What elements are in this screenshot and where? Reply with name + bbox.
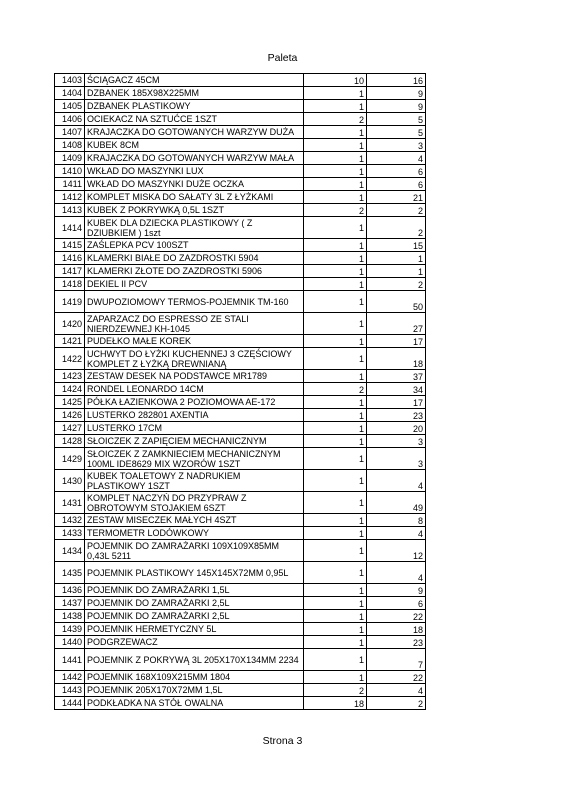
table-row <box>55 383 426 396</box>
item-number: 1437 <box>55 597 85 610</box>
item-value: 23 <box>367 636 426 649</box>
item-quantity: 1 <box>304 370 367 383</box>
item-quantity: 2 <box>304 383 367 396</box>
table-row <box>55 126 426 139</box>
item-name: POJEMNIK Z POKRYWĄ 3L 205X170X134MM 2234 <box>85 649 304 671</box>
item-quantity: 1 <box>304 649 367 671</box>
table-row <box>55 697 426 710</box>
table-row <box>55 252 426 265</box>
item-name: DZBANEK PLASTIKOWY <box>85 100 304 113</box>
item-name: KUBEK Z POKRYWKĄ 0,5L 1SZT <box>85 204 304 217</box>
item-name: LUSTERKO 17CM <box>85 422 304 435</box>
item-value: 9 <box>367 87 426 100</box>
item-name: LUSTERKO 282801 AXENTIA <box>85 409 304 422</box>
item-quantity: 1 <box>304 335 367 348</box>
item-number: 1435 <box>55 562 85 584</box>
item-name: POJEMNIK DO ZAMRAŻARKI 1,5L <box>85 584 304 597</box>
item-value: 37 <box>367 370 426 383</box>
item-name: POJEMNIK 168X109X215MM 1804 <box>85 671 304 684</box>
item-name: POJEMNIK PLASTIKOWY 145X145X72MM 0,95L <box>85 562 304 584</box>
table-row <box>55 191 426 204</box>
item-number: 1441 <box>55 649 85 671</box>
item-quantity: 1 <box>304 178 367 191</box>
item-quantity: 1 <box>304 562 367 584</box>
item-number: 1423 <box>55 370 85 383</box>
table-row <box>55 178 426 191</box>
item-name: KOMPLET NACZYŃ DO PRZYPRAW Z OBROTOWYM STOJAKIEM 6SZT <box>85 492 304 514</box>
table-row <box>55 684 426 697</box>
item-quantity: 2 <box>304 204 367 217</box>
item-number: 1440 <box>55 636 85 649</box>
item-number: 1417 <box>55 265 85 278</box>
table-row <box>55 152 426 165</box>
item-value: 4 <box>367 152 426 165</box>
item-name: KRAJACZKA DO GOTOWANYCH WARZYW MAŁA <box>85 152 304 165</box>
item-quantity: 1 <box>304 492 367 514</box>
item-value: 3 <box>367 139 426 152</box>
table-row <box>55 74 426 87</box>
item-quantity: 1 <box>304 396 367 409</box>
item-quantity: 1 <box>304 87 367 100</box>
item-quantity: 1 <box>304 514 367 527</box>
item-number: 1411 <box>55 178 85 191</box>
item-name: POJEMNIK HERMETYCZNY 5L <box>85 623 304 636</box>
table-row <box>55 435 426 448</box>
item-value: 17 <box>367 335 426 348</box>
item-number: 1439 <box>55 623 85 636</box>
item-value: 3 <box>367 435 426 448</box>
item-value: 2 <box>367 204 426 217</box>
item-value: 4 <box>367 562 426 584</box>
item-quantity: 1 <box>304 540 367 562</box>
item-name: ZAŚLEPKA PCV 100SZT <box>85 239 304 252</box>
item-quantity: 1 <box>304 470 367 492</box>
item-name: KUBEK 8CM <box>85 139 304 152</box>
table-row <box>55 348 426 370</box>
item-value: 2 <box>367 697 426 710</box>
item-value: 17 <box>367 396 426 409</box>
item-value: 2 <box>367 217 426 239</box>
item-name: UCHWYT DO ŁYŻKI KUCHENNEJ 3 CZĘŚCIOWY KOMPLET Z ŁYŻKĄ DREWNIANĄ <box>85 348 304 370</box>
item-number: 1432 <box>55 514 85 527</box>
item-value: 6 <box>367 178 426 191</box>
item-quantity: 1 <box>304 623 367 636</box>
item-value: 3 <box>367 448 426 470</box>
item-value: 8 <box>367 514 426 527</box>
table-row <box>55 527 426 540</box>
table-row <box>55 597 426 610</box>
table-row <box>55 113 426 126</box>
table-row <box>55 540 426 562</box>
item-quantity: 1 <box>304 313 367 335</box>
item-quantity: 1 <box>304 139 367 152</box>
table-row <box>55 671 426 684</box>
item-value: 49 <box>367 492 426 514</box>
item-number: 1429 <box>55 448 85 470</box>
item-number: 1414 <box>55 217 85 239</box>
item-number: 1406 <box>55 113 85 126</box>
item-value: 22 <box>367 610 426 623</box>
item-value: 27 <box>367 313 426 335</box>
item-number: 1425 <box>55 396 85 409</box>
item-name: KRAJACZKA DO GOTOWANYCH WARZYW DUŻA <box>85 126 304 139</box>
item-number: 1416 <box>55 252 85 265</box>
table-row <box>55 100 426 113</box>
item-value: 4 <box>367 470 426 492</box>
item-quantity: 1 <box>304 239 367 252</box>
item-number: 1419 <box>55 291 85 313</box>
item-quantity: 1 <box>304 448 367 470</box>
item-quantity: 1 <box>304 409 367 422</box>
item-name: POJEMNIK 205X170X72MM 1,5L <box>85 684 304 697</box>
item-name: POJEMNIK DO ZAMRAŻARKI 109X109X85MM 0,43L 5211 <box>85 540 304 562</box>
item-number: 1428 <box>55 435 85 448</box>
table-row <box>55 514 426 527</box>
item-value: 6 <box>367 597 426 610</box>
item-name: DEKIEL II PCV <box>85 278 304 291</box>
table-row <box>55 335 426 348</box>
item-quantity: 1 <box>304 348 367 370</box>
item-quantity: 1 <box>304 152 367 165</box>
item-value: 5 <box>367 113 426 126</box>
table-row <box>55 204 426 217</box>
item-value: 1 <box>367 252 426 265</box>
item-quantity: 1 <box>304 291 367 313</box>
item-name: KLAMERKI BIAŁE DO ZAZDROSTKI 5904 <box>85 252 304 265</box>
item-number: 1420 <box>55 313 85 335</box>
table-row <box>55 409 426 422</box>
item-number: 1408 <box>55 139 85 152</box>
table-row <box>55 265 426 278</box>
item-quantity: 1 <box>304 191 367 204</box>
item-quantity: 1 <box>304 527 367 540</box>
table-row <box>55 649 426 671</box>
item-value: 23 <box>367 409 426 422</box>
item-number: 1403 <box>55 74 85 87</box>
item-value: 18 <box>367 348 426 370</box>
item-value: 15 <box>367 239 426 252</box>
item-quantity: 1 <box>304 636 367 649</box>
item-value: 22 <box>367 671 426 684</box>
table-row <box>55 636 426 649</box>
item-quantity: 18 <box>304 697 367 710</box>
item-value: 50 <box>367 291 426 313</box>
item-number: 1422 <box>55 348 85 370</box>
item-number: 1413 <box>55 204 85 217</box>
item-number: 1421 <box>55 335 85 348</box>
item-name: ZAPARZACZ DO ESPRESSO ZE STALI NIERDZEWNEJ KH-1045 <box>85 313 304 335</box>
item-quantity: 1 <box>304 584 367 597</box>
item-value: 18 <box>367 623 426 636</box>
item-name: KUBEK TOALETOWY Z NADRUKIEM PLASTIKOWY 1SZT <box>85 470 304 492</box>
item-value: 16 <box>367 74 426 87</box>
page-header: Paleta <box>267 52 298 64</box>
item-quantity: 1 <box>304 165 367 178</box>
item-number: 1431 <box>55 492 85 514</box>
item-name: TERMOMETR LODÓWKOWY <box>85 527 304 540</box>
item-name: ŚCIĄGACZ 45CM <box>85 74 304 87</box>
item-name: KOMPLET MISKA DO SAŁATY 3L Z ŁYŻKAMI <box>85 191 304 204</box>
item-quantity: 1 <box>304 422 367 435</box>
item-number: 1438 <box>55 610 85 623</box>
item-number: 1418 <box>55 278 85 291</box>
item-name: DZBANEK 185X98X225MM <box>85 87 304 100</box>
table-row <box>55 217 426 239</box>
item-quantity: 1 <box>304 100 367 113</box>
item-name: SŁOICZEK Z ZAPIĘCIEM MECHANICZNYM <box>85 435 304 448</box>
item-name: DWUPOZIOMOWY TERMOS-POJEMNIK TM-160 <box>85 291 304 313</box>
item-value: 9 <box>367 584 426 597</box>
table-row <box>55 610 426 623</box>
item-name: PÓŁKA ŁAZIENKOWA 2 POZIOMOWA AE-172 <box>85 396 304 409</box>
item-name: KLAMERKI ZŁOTE DO ZAZDROSTKI 5906 <box>85 265 304 278</box>
table-row <box>55 370 426 383</box>
item-value: 9 <box>367 100 426 113</box>
item-value: 20 <box>367 422 426 435</box>
table-row <box>55 470 426 492</box>
item-name: ZESTAW MISECZEK MAŁYCH 4SZT <box>85 514 304 527</box>
item-value: 12 <box>367 540 426 562</box>
table-row <box>55 313 426 335</box>
item-quantity: 2 <box>304 684 367 697</box>
item-number: 1407 <box>55 126 85 139</box>
item-name: WKŁAD DO MASZYNKI DUŻE OCZKA <box>85 178 304 191</box>
table-row <box>55 422 426 435</box>
item-value: 7 <box>367 649 426 671</box>
item-quantity: 1 <box>304 265 367 278</box>
item-number: 1424 <box>55 383 85 396</box>
item-name: POJEMNIK DO ZAMRAŻARKI 2,5L <box>85 597 304 610</box>
item-quantity: 10 <box>304 74 367 87</box>
item-name: PUDEŁKO MAŁE KOREK <box>85 335 304 348</box>
item-name: PODGRZEWACZ <box>85 636 304 649</box>
item-value: 21 <box>367 191 426 204</box>
item-value: 4 <box>367 684 426 697</box>
item-quantity: 1 <box>304 610 367 623</box>
item-value: 5 <box>367 126 426 139</box>
item-number: 1444 <box>55 697 85 710</box>
table-row <box>55 239 426 252</box>
item-name: OCIEKACZ NA SZTUĆCE 1SZT <box>85 113 304 126</box>
item-name: PODKŁADKA NA STÓŁ OWALNA <box>85 697 304 710</box>
item-quantity: 2 <box>304 113 367 126</box>
pallet-table-body <box>55 74 426 710</box>
item-name: POJEMNIK DO ZAMRAŻARKI 2,5L <box>85 610 304 623</box>
table-row <box>55 448 426 470</box>
item-name: RONDEL LEONARDO 14CM <box>85 383 304 396</box>
item-value: 1 <box>367 265 426 278</box>
item-number: 1433 <box>55 527 85 540</box>
item-quantity: 1 <box>304 435 367 448</box>
item-number: 1427 <box>55 422 85 435</box>
table-row <box>55 291 426 313</box>
item-number: 1409 <box>55 152 85 165</box>
item-number: 1442 <box>55 671 85 684</box>
item-value: 4 <box>367 527 426 540</box>
item-name: KUBEK DLA DZIECKA PLASTIKOWY ( Z DZIUBKIEM ) 1szt <box>85 217 304 239</box>
table-row <box>55 396 426 409</box>
item-name: WKŁAD DO MASZYNKI LUX <box>85 165 304 178</box>
table-row <box>55 87 426 100</box>
item-number: 1412 <box>55 191 85 204</box>
item-number: 1415 <box>55 239 85 252</box>
table-row <box>55 623 426 636</box>
table-row <box>55 584 426 597</box>
item-value: 6 <box>367 165 426 178</box>
pallet-table <box>54 73 426 710</box>
table-row <box>55 278 426 291</box>
item-quantity: 1 <box>304 671 367 684</box>
item-number: 1410 <box>55 165 85 178</box>
item-number: 1404 <box>55 87 85 100</box>
item-number: 1436 <box>55 584 85 597</box>
table-row <box>55 165 426 178</box>
item-quantity: 1 <box>304 278 367 291</box>
item-name: SŁOICZEK Z ZAMKNIECIEM MECHANICZNYM 100ML IDE8629 MIX WZORÓW 1SZT <box>85 448 304 470</box>
item-number: 1434 <box>55 540 85 562</box>
item-quantity: 1 <box>304 597 367 610</box>
item-number: 1443 <box>55 684 85 697</box>
table-row <box>55 492 426 514</box>
item-name: ZESTAW DESEK NA PODSTAWCE MR1789 <box>85 370 304 383</box>
item-value: 2 <box>367 278 426 291</box>
item-quantity: 1 <box>304 126 367 139</box>
item-number: 1405 <box>55 100 85 113</box>
table-row <box>55 562 426 584</box>
item-value: 34 <box>367 383 426 396</box>
table-row <box>55 139 426 152</box>
item-number: 1426 <box>55 409 85 422</box>
item-number: 1430 <box>55 470 85 492</box>
page-footer: Strona 3 <box>262 735 303 747</box>
item-quantity: 1 <box>304 217 367 239</box>
item-quantity: 1 <box>304 252 367 265</box>
